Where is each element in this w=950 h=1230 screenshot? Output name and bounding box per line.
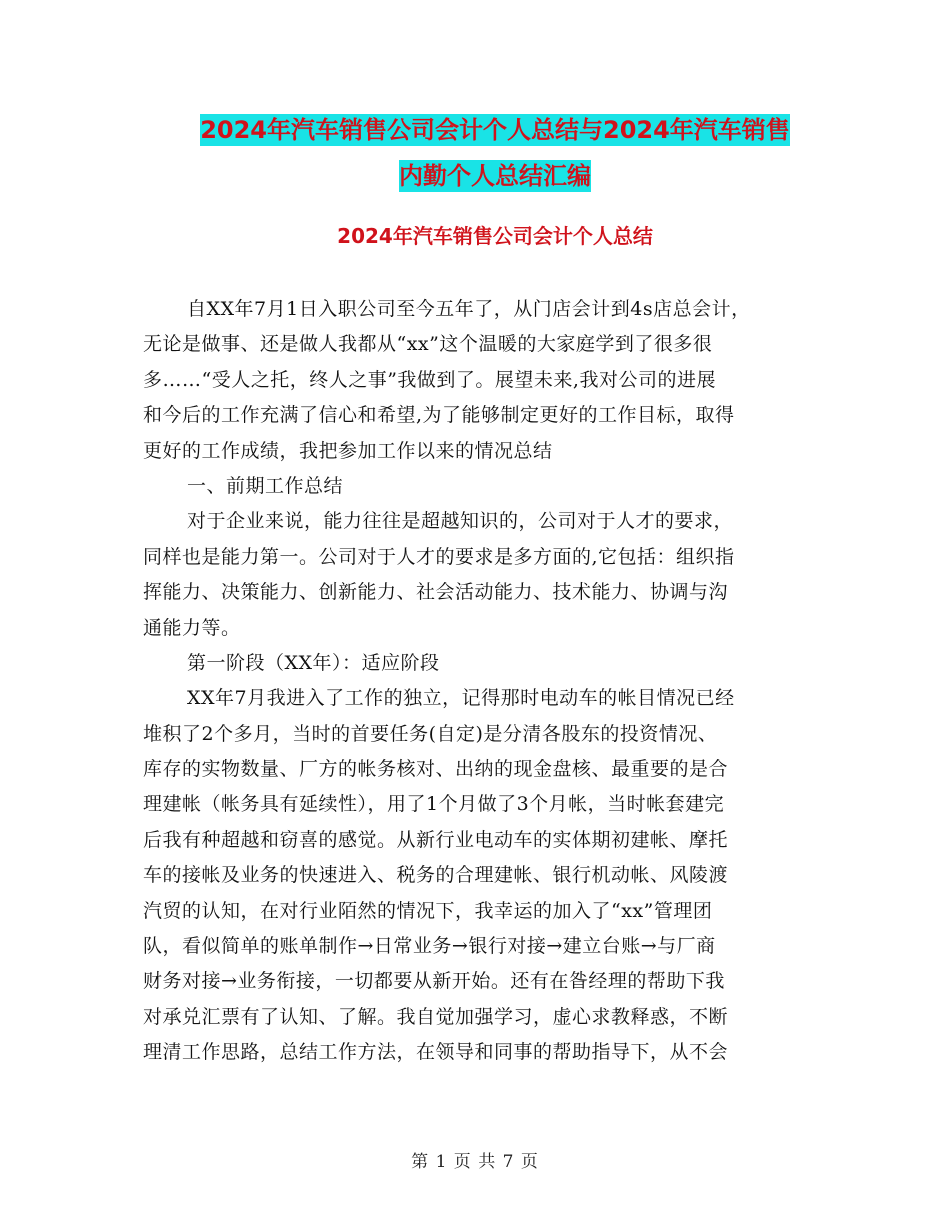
paragraph-line: 更好的工作成绩，我把参加工作以来的情况总结 <box>143 439 553 462</box>
paragraph-line: 自XX年7月1日入职公司至今五年了，从门店会计到4s店总会计， <box>187 298 751 320</box>
paragraph-line: XX年7月我进入了工作的独立，记得那时电动车的帐目情况已经 <box>187 687 735 710</box>
paragraph-line: 理建帐（帐务具有延续性），用了1个月做了3个月帐，当时帐套建完 <box>143 793 725 816</box>
paragraph-line: 和今后的工作充满了信心和希望,为了能够制定更好的工作目标，取得 <box>143 404 735 427</box>
document-title-line-2: 内勤个人总结汇编 <box>399 162 591 190</box>
document-title-line-1: 2024年汽车销售公司会计个人总结与2024年汽车销售 <box>200 116 790 144</box>
paragraph-line: 理清工作思路，总结工作方法，在领导和同事的帮助指导下，从不会 <box>143 1041 729 1064</box>
document-body <box>143 292 823 1071</box>
section-heading: 一、前期工作总结 <box>187 474 344 497</box>
paragraph-line: 库存的实物数量、厂方的帐务核对、出纳的现金盘核、最重要的是合 <box>143 758 729 781</box>
paragraph-line: 通能力等。 <box>143 616 241 639</box>
section-title: 2024年汽车销售公司会计个人总结 <box>337 224 653 248</box>
page-footer: 第 1 页 共 7 页 <box>411 1152 539 1172</box>
paragraph-line: 无论是做事、还是做人我都从“xx”这个温暖的大家庭学到了很多很 <box>143 333 713 356</box>
paragraph-line: 同样也是能力第一。公司对于人才的要求是多方面的,它包括：组织指 <box>143 545 735 568</box>
paragraph-line: 财务对接→业务衔接，一切都要从新开始。还有在昝经理的帮助下我 <box>143 970 725 993</box>
paragraph-line: 对承兑汇票有了认知、了解。我自觉加强学习，虚心求教释惑，不断 <box>143 1005 729 1028</box>
paragraph-line: 多……“受人之托，终人之事”我做到了。展望未来,我对公司的进展 <box>143 368 716 391</box>
paragraph-line: 对于企业来说，能力往往是超越知识的，公司对于人才的要求， <box>187 510 734 533</box>
paragraph-line: 挥能力、决策能力、创新能力、社会活动能力、技术能力、协调与沟 <box>143 581 729 604</box>
section-heading: 第一阶段（XX年）：适应阶段 <box>187 651 440 674</box>
paragraph-line: 队，看似简单的账单制作→日常业务→银行对接→建立台账→与厂商 <box>143 935 716 958</box>
paragraph-line: 堆积了2个多月，当时的首要任务(自定)是分清各股东的投资情况、 <box>143 722 718 745</box>
paragraph-line: 车的接帐及业务的快速进入、税务的合理建帐、银行机动帐、风陵渡 <box>143 864 729 887</box>
paragraph-line: 后我有种超越和窃喜的感觉。从新行业电动车的实体期初建帐、摩托 <box>143 828 729 851</box>
paragraph-line: 汽贸的认知，在对行业陌然的情况下，我幸运的加入了“xx”管理团 <box>143 899 713 922</box>
